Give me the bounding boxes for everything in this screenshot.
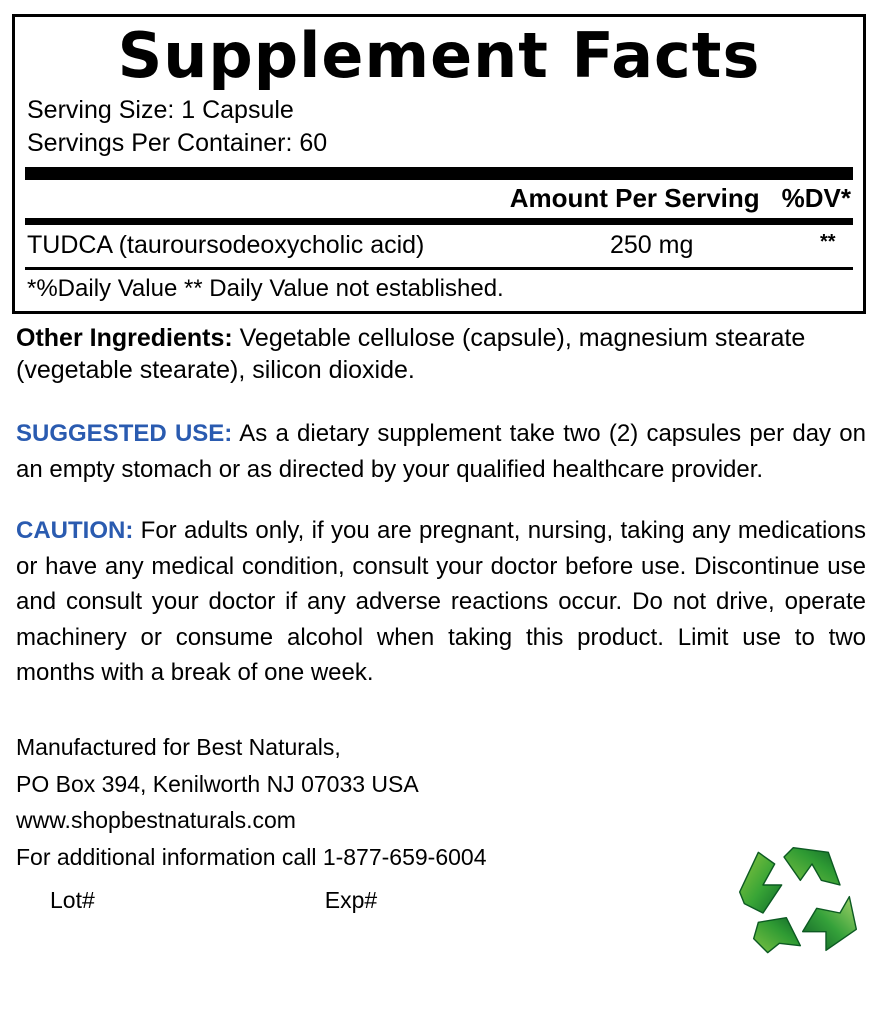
caution-text: For adults only, if you are pregnant, nursing, taking any medications or have any medical condition, consult your doctor before use. Discontinue use and consult your doctor if any adverse reactions occur. Do not drive, operate machinery or consume alcohol when taking this product. Limit use to two months with a break of one week. (16, 517, 866, 687)
other-ingredients (16, 322, 868, 386)
exp-label: Exp# (324, 886, 378, 913)
suggested-use-label: SUGGESTED USE: (16, 420, 233, 448)
nutrient-name: TUDCA (tauroursodeoxycholic acid) (27, 231, 425, 260)
panel-rule-mid (25, 218, 853, 225)
panel-footnote: *%Daily Value ** Daily Value not established. (27, 275, 504, 303)
other-ingredients-label: Other Ingredients: (16, 324, 233, 353)
supplement-facts-panel (12, 14, 866, 314)
caution-label: CAUTION: (16, 517, 134, 545)
nutrient-dv: ** (820, 231, 836, 254)
serving-size: Serving Size: 1 Capsule (27, 96, 294, 125)
servings-per-container: Servings Per Container: 60 (27, 128, 328, 157)
manufacturer-phone: For additional information call 1-877-659-6004 (16, 844, 487, 871)
manufacturer-website[interactable]: www.shopbestnaturals.com (16, 807, 296, 834)
panel-title: Supplement Facts (117, 19, 761, 92)
panel-column-headers (25, 180, 853, 218)
manufacturer-line: Manufactured for Best Naturals, (16, 733, 341, 760)
recycle-icon (728, 840, 868, 958)
manufacturer-address: PO Box 394, Kenilworth NJ 07033 USA (16, 770, 419, 797)
suggested-use (16, 416, 866, 487)
caution (16, 513, 866, 691)
lot-label: Lot# (50, 886, 95, 913)
nutrient-amount: 250 mg (610, 231, 694, 260)
column-header-amount: Amount Per Serving (509, 183, 760, 214)
suggested-use-text: As a dietary supplement take two (2) capsules per day on an empty stomach or as directed by your qualified healthcare provider. (16, 420, 866, 483)
table-row (25, 225, 853, 267)
other-ingredients-text: Vegetable cellulose (capsule), magnesium stearate (vegetable stearate), silicon dioxide. (16, 324, 806, 385)
panel-rule-thick (25, 167, 853, 180)
column-header-dv: %DV* (781, 183, 851, 214)
